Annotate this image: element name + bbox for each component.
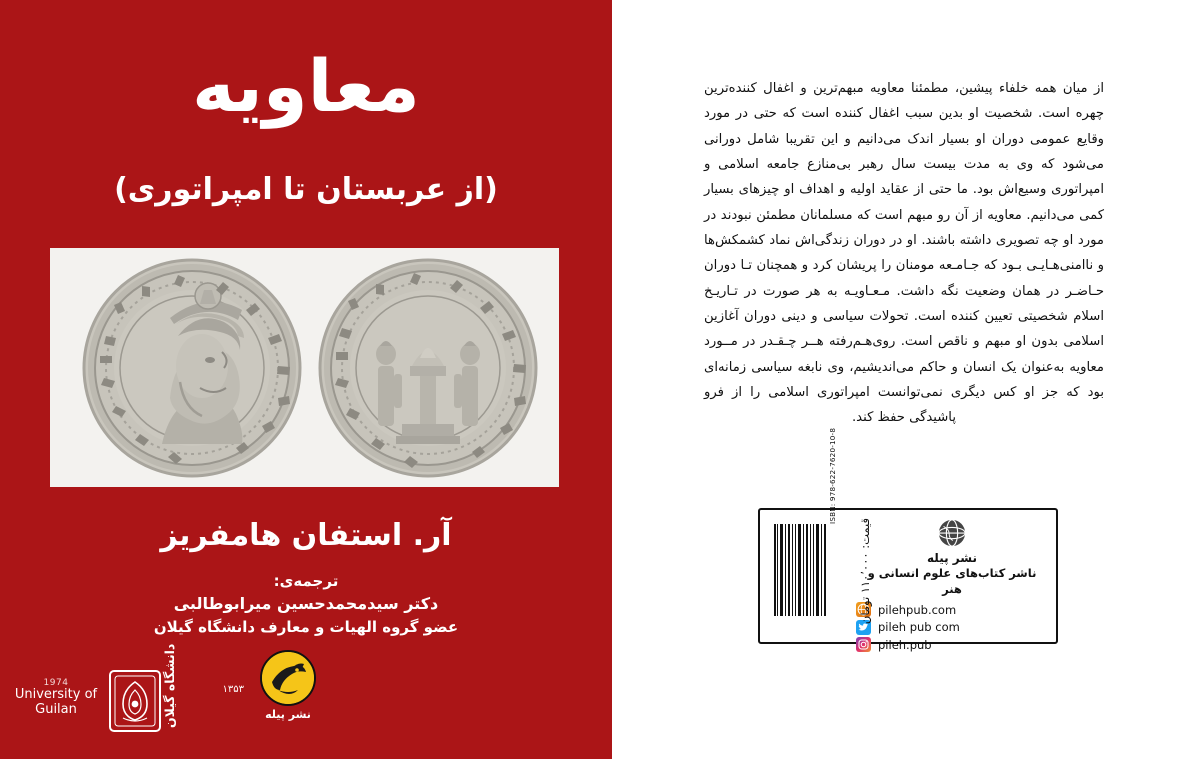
- university-crest-icon: [106, 668, 164, 734]
- publisher-emblem: [252, 650, 324, 736]
- publisher-tagline: ناشر کتاب‌های علوم انسانی و هنر: [867, 566, 1037, 596]
- publisher-emblem-label: نشر پیله: [265, 708, 311, 721]
- globe-icon: [937, 518, 967, 548]
- publisher-link-instagram[interactable]: [856, 637, 1048, 652]
- publisher-emblem-icon: [260, 650, 316, 706]
- twitter-label: pileh pub com: [878, 620, 960, 635]
- website-label: pilehpub.com: [878, 602, 957, 617]
- isbn-text: ISBN: 978-622-7620-10-8: [828, 427, 837, 524]
- back-cover-blurb: از میان همه خلفاء پیشین، مطمئنا معاویه مبهم‌ترین و اغفال کننده‌ترین چهره است. شخصیت او بدین سبب اغفال کننده است که حتی در مورد وقایع عمومی دوران او بسیار اندک می‌دانیم و این تقریبا شامل دورانی می‌شود که وی به مدت بیست سال رهبر بی‌منازع جامعه اسلامی و امپراتوری وسیع‌اش بود. ما حتی از عقاید اولیه و اهداف او چیزهای بسیار کمی می‌دانیم. معاویه از آن رو مبهم است که مسلمانان مطمئن نبودند در مورد او چه تصویری داشته باشند. او در دوران زندگی‌اش نماد کشمکش‌ها و ناامنی‌هـایـی بـود که جـامـعه مومنان را پریشان کرد و همچنان تـا دوران حـاضـر در همان وضعیت نگه داشت. مـعـاویـه به هر صورت در تـاریـخ اسلام شخصیتی تعیین کننده است. تحولات سیاسی و دینی دوران آغازین اسلامی بدون او مبهم و ناقص است. روی‌هـم‌رفته هــر چـقـدر در مــورد معاویه به‌عنوان یک انسان و حاکم می‌اندیشیم، وی نابغه سیاسی زمانه‌ای بود که جز او کس دیگری نمی‌توانست امپراتوری اسلامی را از فرو پاشیدگی حفظ کند.: [704, 81, 1104, 426]
- isbn-barcode: [774, 427, 872, 630]
- university-year-en: 1974: [43, 678, 69, 688]
- publisher-details: [856, 516, 1048, 652]
- publisher-info-box: [758, 427, 1058, 652]
- back-cover: [612, 0, 1200, 759]
- university-name-en: [14, 678, 98, 717]
- publisher-name: نشر پیله: [927, 551, 977, 565]
- university-name-en-text: University of Guilan: [14, 687, 98, 717]
- price-text: قیمت: ۱۱۰٬۰۰۰ تومان: [858, 518, 872, 625]
- university-year-fa: ۱۳۵۳: [222, 684, 244, 695]
- book-author: آر. استفان هامفریز: [160, 518, 452, 553]
- cover-coin-image: [50, 248, 559, 487]
- instagram-icon: [856, 637, 871, 652]
- book-subtitle: (از عربستان تا امپراتوری): [114, 172, 498, 207]
- instagram-label: pileh.pub: [878, 637, 932, 652]
- barcode-lines: [774, 524, 828, 616]
- publisher-link-twitter[interactable]: [856, 620, 1048, 635]
- translator-label: ترجمه‌ی:: [273, 572, 339, 590]
- translator-affiliation: عضو گروه الهیات و معارف دانشگاه گیلان: [153, 618, 459, 636]
- university-name-fa: دانشگاه گیلان: [162, 643, 177, 728]
- university-name-fa-block: [162, 643, 244, 740]
- university-logo-block: [14, 643, 244, 750]
- book-title: معاویه: [192, 44, 420, 128]
- translator-name: دکتر سیدمحمدحسین میرابوطالبی: [173, 594, 439, 613]
- publisher-link-website[interactable]: [856, 602, 1048, 617]
